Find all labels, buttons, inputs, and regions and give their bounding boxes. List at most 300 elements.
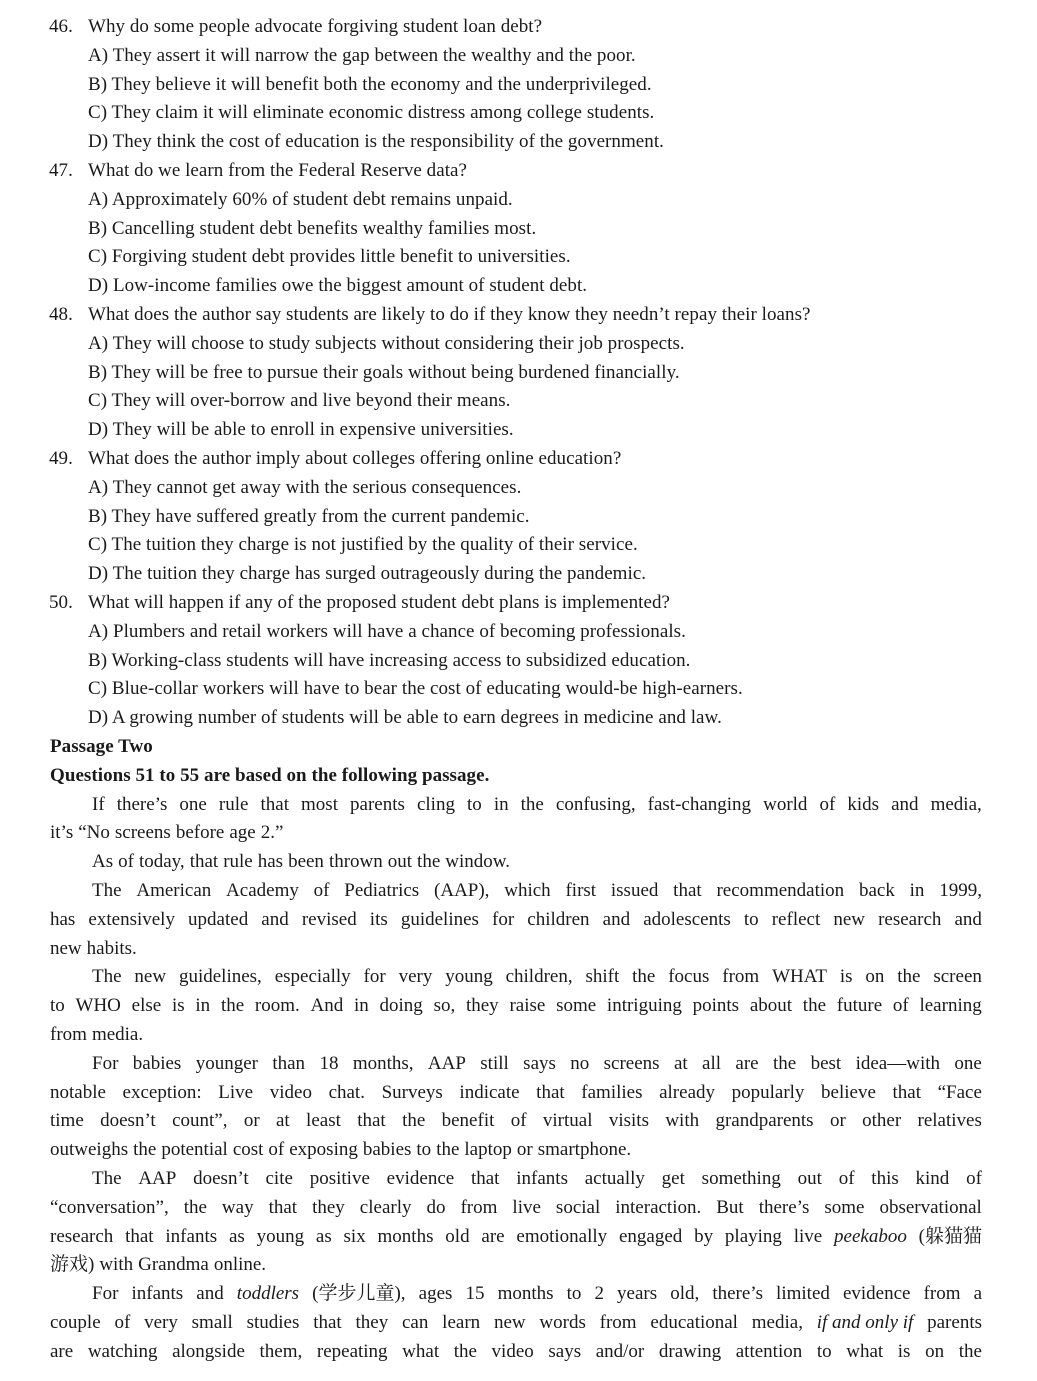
- passage-line: [50, 1021, 982, 1050]
- word: its: [369, 908, 388, 930]
- word: to: [743, 908, 759, 930]
- question-text: Why do some people advocate forgiving student loan debt?: [88, 16, 543, 37]
- word: out: [797, 1168, 822, 1189]
- word: that: [536, 1081, 565, 1103]
- word: to: [566, 1283, 582, 1305]
- answer-option: D) They think the cost of education is the responsibility of the government.: [88, 131, 664, 153]
- word: rule: [218, 793, 249, 815]
- word: small: [191, 1312, 233, 1333]
- word: very: [144, 1312, 178, 1333]
- word: parents: [350, 793, 405, 815]
- passage-line: [50, 1136, 982, 1165]
- word: intriguing: [606, 995, 682, 1017]
- word: in: [493, 793, 509, 815]
- word: repeating: [316, 1340, 388, 1362]
- passage-line-text: [50, 819, 982, 848]
- word: adolescents: [643, 908, 731, 930]
- word: out: [387, 851, 413, 873]
- word: window.: [445, 851, 511, 873]
- word: attention: [735, 1340, 803, 1362]
- word: 2: [594, 1283, 604, 1305]
- passage-line-text: [92, 877, 982, 906]
- word: For: [92, 1052, 119, 1074]
- word: shift: [585, 966, 620, 988]
- word: that: [313, 1312, 342, 1333]
- answer-option: A) They assert it will narrow the gap between the wealthy and the poor.: [88, 44, 636, 66]
- word: no: [570, 1052, 590, 1074]
- word: they: [355, 1312, 389, 1333]
- question-stem: [0, 157, 1037, 186]
- passage-instruction: Questions 51 to 55 are based on the following passage.: [50, 764, 490, 786]
- word: the: [520, 793, 544, 815]
- passage-line-text: [50, 1338, 982, 1367]
- word: research: [878, 908, 942, 930]
- passage-line-text: [50, 1223, 982, 1252]
- word: media.: [91, 1024, 144, 1045]
- word: grandparents: [715, 1110, 814, 1132]
- word: old: [445, 1225, 470, 1247]
- word: parents: [927, 1312, 982, 1333]
- word: the: [183, 1196, 207, 1218]
- word: one: [954, 1052, 982, 1074]
- word: of: [819, 793, 836, 815]
- word: “Face: [937, 1081, 982, 1103]
- word: there’s: [712, 1283, 763, 1305]
- word: of: [510, 1110, 527, 1132]
- answer-option: C) They will over-borrow and live beyond their means.: [88, 390, 511, 412]
- passage-line: [50, 1251, 982, 1280]
- word: the: [133, 1139, 157, 1161]
- word: says: [523, 1052, 556, 1074]
- passage-line: [50, 1194, 982, 1223]
- word: Pediatrics: [344, 880, 420, 901]
- question-text: What does the author imply about colleges offering online education?: [88, 448, 622, 469]
- word: kind: [915, 1168, 950, 1189]
- word: most: [301, 793, 338, 815]
- passage-line-text: [92, 1050, 982, 1079]
- italic-term: peekaboo: [834, 1225, 907, 1247]
- word: at: [275, 1110, 290, 1132]
- word: points: [692, 995, 740, 1017]
- word: ages: [418, 1283, 453, 1305]
- answer-option: C) The tuition they charge is not justified by the quality of their service.: [88, 534, 638, 556]
- word: what: [402, 1340, 440, 1362]
- word: The: [92, 966, 122, 988]
- word: age: [229, 822, 256, 844]
- answer-option: A) Plumbers and retail workers will have a chance of becoming professionals.: [88, 620, 686, 642]
- question-stem: [0, 445, 1037, 474]
- passage-line-text: [50, 906, 982, 935]
- word: For: [92, 1283, 119, 1305]
- word: are: [481, 1225, 505, 1247]
- passage-line-text: [50, 1107, 982, 1136]
- word: 2.”: [260, 822, 284, 844]
- passage-line: [50, 1079, 982, 1108]
- passage-line: [92, 963, 982, 992]
- word: issued: [610, 880, 659, 901]
- word: that: [189, 851, 219, 873]
- word: doesn’t: [100, 1110, 156, 1132]
- word: guidelines,: [178, 966, 262, 988]
- word: If: [92, 793, 105, 815]
- word: As: [92, 851, 114, 873]
- word: new: [833, 908, 865, 930]
- word: is: [171, 995, 185, 1017]
- word: babies: [132, 1052, 182, 1074]
- word: are: [735, 1052, 759, 1074]
- word: that: [470, 1168, 500, 1189]
- word: screens: [603, 1052, 660, 1074]
- word: families: [581, 1081, 643, 1103]
- passage-line-text: [92, 848, 982, 877]
- word: observational: [879, 1196, 982, 1218]
- word: the: [417, 851, 441, 873]
- word: that: [357, 1110, 386, 1132]
- passage-line-text: [50, 1251, 982, 1280]
- passage-line: [50, 992, 982, 1021]
- word: Grandma: [138, 1254, 209, 1276]
- word: rule: [223, 851, 253, 873]
- word: (AAP),: [434, 880, 490, 901]
- word: potential: [161, 1139, 228, 1161]
- passage-line: [50, 1338, 982, 1367]
- word: do: [426, 1196, 446, 1218]
- italic-term: if and only if: [816, 1312, 914, 1333]
- passage-line-text: [92, 791, 982, 820]
- word: something: [701, 1168, 781, 1189]
- word: young: [445, 966, 493, 988]
- word: months: [377, 1225, 434, 1247]
- answer-option: A) They cannot get away with the serious consequences.: [88, 476, 522, 498]
- word: children,: [505, 966, 573, 988]
- word: social: [555, 1196, 601, 1218]
- word: from: [923, 1283, 961, 1305]
- word: than: [272, 1052, 306, 1074]
- word: of: [313, 880, 330, 901]
- word: doesn’t: [193, 1168, 249, 1189]
- word: media,: [751, 1312, 803, 1333]
- passage-line: [92, 848, 982, 877]
- word: old,: [670, 1283, 700, 1305]
- word: 游戏): [50, 1254, 95, 1276]
- word: from: [722, 966, 760, 988]
- word: to: [816, 1340, 832, 1362]
- word: screens: [114, 822, 171, 844]
- question-number: 46.: [49, 16, 73, 37]
- word: young: [256, 1225, 305, 1247]
- answer-option: D) The tuition they charge has surged outrageously during the pandemic.: [88, 563, 647, 585]
- word: The: [92, 1168, 122, 1189]
- word: confusing,: [555, 793, 636, 815]
- word: cite: [265, 1168, 293, 1189]
- word: can: [402, 1312, 429, 1333]
- word: today,: [138, 851, 185, 873]
- word: couple: [50, 1312, 101, 1333]
- passage-line: [50, 1223, 982, 1252]
- word: relatives: [917, 1110, 982, 1132]
- word: that: [125, 1225, 154, 1247]
- word: that: [268, 1196, 298, 1218]
- passage-line: [92, 877, 982, 906]
- word: habits.: [86, 937, 137, 959]
- word: of: [118, 851, 134, 873]
- word: notable: [50, 1081, 106, 1103]
- word: least: [306, 1110, 341, 1132]
- passage-line: [50, 935, 982, 964]
- word: has: [50, 908, 76, 930]
- word: the: [773, 1052, 797, 1074]
- word: AAP: [427, 1052, 466, 1074]
- word: in: [354, 995, 369, 1017]
- word: popularly: [731, 1081, 805, 1103]
- answer-option: C) They claim it will eliminate economic distress among college students.: [88, 102, 655, 124]
- word: limited: [776, 1283, 830, 1305]
- word: live: [793, 1225, 823, 1247]
- word: 15: [465, 1283, 485, 1305]
- word: positive: [309, 1168, 370, 1189]
- word: of: [268, 1139, 285, 1161]
- word: the: [402, 1110, 426, 1132]
- word: on: [925, 1340, 945, 1362]
- word: with: [99, 1254, 134, 1276]
- word: actually: [584, 1168, 645, 1189]
- word: guidelines: [400, 908, 479, 930]
- word: revised: [301, 908, 357, 930]
- word: for: [492, 908, 515, 930]
- answer-option: C) Forgiving student debt provides little benefit to universities.: [88, 246, 571, 268]
- word: with: [665, 1110, 700, 1132]
- passage-line: [92, 1280, 982, 1309]
- word: cling: [416, 793, 455, 815]
- word: The: [92, 880, 122, 901]
- word: online.: [213, 1254, 267, 1276]
- word: for: [363, 966, 386, 988]
- word: (躲猫猫: [918, 1225, 982, 1247]
- word: doing: [379, 995, 423, 1017]
- italic-term: toddlers: [236, 1283, 300, 1305]
- word: evidence: [842, 1283, 911, 1305]
- word: is: [897, 1340, 911, 1362]
- word: WHAT: [772, 966, 827, 988]
- answer-option: B) Cancelling student debt benefits wealthy families most.: [88, 217, 537, 239]
- word: at: [673, 1052, 688, 1074]
- word: there’s: [758, 1196, 810, 1218]
- word: or: [829, 1110, 846, 1132]
- word: what: [846, 1340, 884, 1362]
- word: alongside: [172, 1340, 245, 1362]
- word: from: [460, 1196, 498, 1218]
- word: American: [136, 880, 212, 901]
- word: exposing: [289, 1139, 358, 1161]
- word: to: [467, 793, 482, 815]
- word: kids: [847, 793, 880, 815]
- word: believe: [821, 1081, 876, 1103]
- word: still: [480, 1052, 509, 1074]
- word: future: [836, 995, 883, 1017]
- word: Academy: [226, 880, 299, 901]
- word: already: [659, 1081, 715, 1103]
- word: of: [114, 1312, 131, 1333]
- word: first: [565, 880, 597, 901]
- word: research: [50, 1225, 114, 1247]
- word: so,: [433, 995, 456, 1017]
- word: new: [50, 937, 82, 959]
- word: indicate: [459, 1081, 520, 1103]
- word: clearly: [359, 1196, 412, 1218]
- word: playing: [724, 1225, 782, 1247]
- word: by: [694, 1225, 714, 1247]
- word: the: [632, 966, 656, 988]
- word: are: [50, 1340, 74, 1362]
- word: cost: [232, 1139, 264, 1161]
- answer-option: B) They believe it will benefit both the economy and the underprivileged.: [88, 73, 652, 95]
- word: they: [465, 995, 499, 1017]
- word: way: [221, 1196, 254, 1218]
- word: that: [673, 880, 702, 901]
- word: visits: [608, 1110, 649, 1132]
- word: world: [763, 793, 808, 815]
- passage-line-text: [50, 1309, 982, 1338]
- word: AAP: [138, 1168, 177, 1189]
- word: in: [909, 880, 925, 901]
- word: to: [50, 995, 65, 1017]
- passage-line-text: [92, 1165, 982, 1194]
- word: the: [802, 995, 827, 1017]
- passage-line-text: [50, 1136, 982, 1165]
- passage-line: [50, 1107, 982, 1136]
- word: some: [556, 995, 597, 1017]
- word: very: [398, 966, 433, 988]
- word: virtual: [542, 1110, 593, 1132]
- word: watching: [87, 1340, 158, 1362]
- passage-line-text: [50, 1079, 982, 1108]
- answer-option: D) Low-income families owe the biggest amount of student debt.: [88, 275, 588, 297]
- passage-line-text: [50, 992, 982, 1021]
- word: this: [871, 1168, 899, 1189]
- word: extensively: [88, 908, 175, 930]
- word: younger: [195, 1052, 258, 1074]
- word: count”,: [172, 1110, 228, 1132]
- question-text: What does the author say students are likely to do if they know they needn’t repay their loans?: [88, 304, 811, 325]
- word: to: [416, 1139, 432, 1161]
- question-text: What do we learn from the Federal Reserve data?: [88, 160, 468, 181]
- word: WHO: [75, 995, 121, 1017]
- word: chat.: [328, 1081, 365, 1103]
- word: the: [958, 1340, 982, 1362]
- word: they: [312, 1196, 345, 1218]
- word: children: [527, 908, 590, 930]
- word: as: [315, 1225, 332, 1247]
- word: which: [504, 880, 551, 901]
- word: 1999,: [939, 880, 982, 901]
- word: months: [497, 1283, 554, 1305]
- word: best: [810, 1052, 842, 1074]
- passage-line: [92, 1050, 982, 1079]
- word: a: [973, 1283, 982, 1305]
- word: words: [539, 1312, 586, 1333]
- word: studies: [246, 1312, 300, 1333]
- word: time: [50, 1110, 84, 1132]
- question-number: 48.: [49, 304, 73, 325]
- word: smartphone.: [537, 1139, 632, 1161]
- word: new: [493, 1312, 526, 1333]
- word: about: [749, 995, 793, 1017]
- word: Live: [218, 1081, 254, 1103]
- word: and: [891, 793, 919, 815]
- word: else: [131, 995, 162, 1017]
- passage-title: Passage Two: [50, 736, 153, 757]
- word: other: [862, 1110, 902, 1132]
- word: is: [839, 966, 853, 988]
- passage-line: [50, 1309, 982, 1338]
- word: has: [257, 851, 284, 873]
- word: or: [516, 1139, 533, 1161]
- answer-option: B) Working-class students will have increasing access to subsidized education.: [88, 649, 691, 671]
- word: all: [702, 1052, 722, 1074]
- word: from: [599, 1312, 637, 1333]
- question-number: 47.: [49, 160, 73, 181]
- word: and: [261, 908, 289, 930]
- word: video: [269, 1081, 312, 1103]
- word: media,: [930, 793, 982, 815]
- word: some: [824, 1196, 865, 1218]
- word: reflect: [771, 908, 821, 930]
- word: learning: [919, 995, 982, 1017]
- word: Surveys: [381, 1081, 443, 1103]
- answer-option: A) They will choose to study subjects without considering their job prospects.: [88, 332, 685, 354]
- word: thrown: [328, 851, 383, 873]
- word: from: [50, 1024, 87, 1045]
- word: says: [548, 1340, 582, 1362]
- question-stem: [0, 13, 1037, 42]
- word: outweighs: [50, 1139, 129, 1161]
- question-text: What will happen if any of the proposed student debt plans is implemented?: [88, 592, 671, 613]
- word: “No: [78, 822, 110, 844]
- word: emotionally: [516, 1225, 608, 1247]
- word: the: [220, 995, 245, 1017]
- word: of: [892, 995, 909, 1017]
- word: idea—with: [855, 1052, 941, 1074]
- word: six: [343, 1225, 366, 1247]
- word: engaged: [618, 1225, 683, 1247]
- word: infants: [131, 1283, 184, 1305]
- word: one: [179, 793, 207, 815]
- word: live: [512, 1196, 541, 1218]
- word: on: [865, 966, 885, 988]
- answer-option: A) Approximately 60% of student debt remains unpaid.: [88, 188, 513, 210]
- word: screen: [933, 966, 982, 988]
- word: the: [453, 1340, 477, 1362]
- word: them,: [259, 1340, 303, 1362]
- question-number: 50.: [49, 592, 73, 613]
- passage-line: [50, 819, 982, 848]
- word: get: [661, 1168, 685, 1189]
- passage-line-text: [50, 1194, 982, 1223]
- word: and: [954, 908, 982, 930]
- passage-line: [92, 791, 982, 820]
- word: video: [491, 1340, 534, 1362]
- word: the: [436, 1139, 460, 1161]
- answer-option: C) Blue-collar workers will have to bear the cost of educating would-be high-earners.: [88, 678, 743, 700]
- word: focus: [668, 966, 710, 988]
- word: educational: [650, 1312, 738, 1333]
- question-stem: [0, 589, 1037, 618]
- word: And: [310, 995, 344, 1017]
- word: infants: [516, 1168, 568, 1189]
- question-stem: [0, 301, 1037, 330]
- passage-line: [92, 1165, 982, 1194]
- answer-option: D) A growing number of students will be able to earn degrees in medicine and law.: [88, 707, 722, 729]
